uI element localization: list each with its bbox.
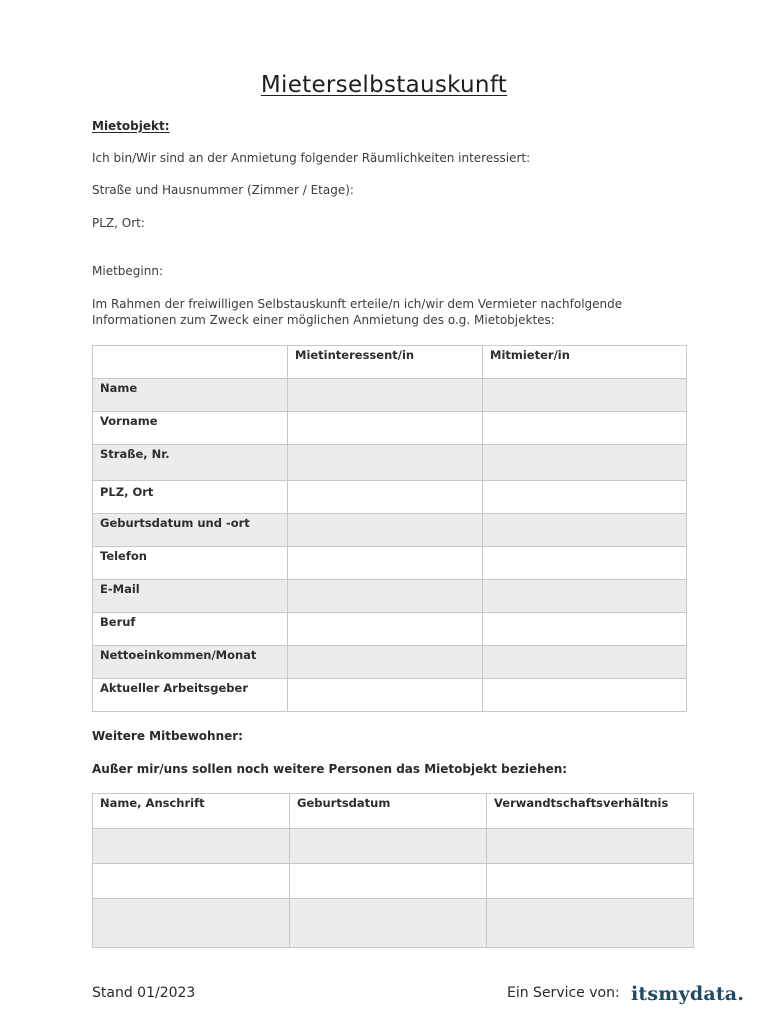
co-tenant-field[interactable] bbox=[483, 580, 687, 613]
row-label: Aktueller Arbeitsgeber bbox=[93, 679, 288, 712]
table-row bbox=[93, 514, 687, 547]
table-row bbox=[93, 646, 687, 679]
table-row bbox=[93, 412, 687, 445]
applicant-field[interactable] bbox=[288, 646, 483, 679]
table-row bbox=[93, 580, 687, 613]
footer-date: Stand 01/2023 bbox=[92, 985, 196, 1001]
header-cell-relationship: Verwandtschaftsverhältnis bbox=[487, 794, 694, 829]
birthdate-field[interactable] bbox=[290, 899, 487, 948]
row-label: Name bbox=[93, 379, 288, 412]
applicant-field[interactable] bbox=[288, 379, 483, 412]
header-cell-empty bbox=[93, 346, 288, 379]
row-label: Telefon bbox=[93, 547, 288, 580]
table-row bbox=[93, 445, 687, 481]
relationship-field[interactable] bbox=[487, 899, 694, 948]
co-tenant-field[interactable] bbox=[483, 547, 687, 580]
intro-text: Ich bin/Wir sind an der Anmietung folgender Räumlichkeiten interessiert: bbox=[92, 151, 531, 165]
applicant-table bbox=[92, 345, 687, 712]
table-row bbox=[93, 481, 687, 514]
applicant-field[interactable] bbox=[288, 514, 483, 547]
name-address-field[interactable] bbox=[93, 899, 290, 948]
header-cell-birthdate: Geburtsdatum bbox=[290, 794, 487, 829]
co-tenant-field[interactable] bbox=[483, 613, 687, 646]
table-row bbox=[93, 864, 694, 899]
cohabitants-heading: Weitere Mitbewohner: bbox=[92, 729, 243, 743]
page-title: Mieterselbstauskunft bbox=[260, 72, 508, 98]
birthdate-field[interactable] bbox=[290, 829, 487, 864]
co-tenant-field[interactable] bbox=[483, 481, 687, 514]
applicant-field[interactable] bbox=[288, 412, 483, 445]
cohabitants-table-header bbox=[93, 794, 694, 829]
cohabitants-table bbox=[92, 793, 694, 948]
co-tenant-field[interactable] bbox=[483, 646, 687, 679]
row-label: Geburtsdatum und -ort bbox=[93, 514, 288, 547]
row-label: Nettoeinkommen/Monat bbox=[93, 646, 288, 679]
header-cell-co-tenant: Mitmieter/in bbox=[483, 346, 687, 379]
zip-label: PLZ, Ort: bbox=[92, 216, 145, 230]
applicant-field[interactable] bbox=[288, 679, 483, 712]
table-row bbox=[93, 547, 687, 580]
relationship-field[interactable] bbox=[487, 864, 694, 899]
itsmydata-logo: itsmydata. bbox=[631, 983, 745, 1005]
table-row bbox=[93, 899, 694, 948]
applicant-field[interactable] bbox=[288, 445, 483, 481]
applicant-table-header bbox=[93, 346, 687, 379]
name-address-field[interactable] bbox=[93, 864, 290, 899]
row-label: Straße, Nr. bbox=[93, 445, 288, 481]
mietobjekt-heading: Mietobjekt: bbox=[92, 119, 170, 133]
birthdate-field[interactable] bbox=[290, 864, 487, 899]
row-label: E-Mail bbox=[93, 580, 288, 613]
applicant-field[interactable] bbox=[288, 613, 483, 646]
applicant-field[interactable] bbox=[288, 580, 483, 613]
header-cell-name-address: Name, Anschrift bbox=[93, 794, 290, 829]
header-cell-applicant: Mietinteressent/in bbox=[288, 346, 483, 379]
rent-start-label: Mietbeginn: bbox=[92, 264, 163, 278]
co-tenant-field[interactable] bbox=[483, 514, 687, 547]
consent-line-1: Im Rahmen der freiwilligen Selbstauskunft erteile/n ich/wir dem Vermieter nachfolgende bbox=[92, 297, 623, 311]
consent-line-2: Informationen zum Zweck einer möglichen Anmietung des o.g. Mietobjektes: bbox=[92, 313, 555, 327]
applicant-field[interactable] bbox=[288, 547, 483, 580]
co-tenant-field[interactable] bbox=[483, 379, 687, 412]
name-address-field[interactable] bbox=[93, 829, 290, 864]
footer-service-label: Ein Service von: bbox=[507, 985, 620, 1001]
table-row bbox=[93, 613, 687, 646]
cohabitants-subheading: Außer mir/uns sollen noch weitere Personen das Mietobjekt beziehen: bbox=[92, 762, 568, 776]
table-row bbox=[93, 829, 694, 864]
applicant-field[interactable] bbox=[288, 481, 483, 514]
table-row bbox=[93, 679, 687, 712]
co-tenant-field[interactable] bbox=[483, 412, 687, 445]
row-label: PLZ, Ort bbox=[93, 481, 288, 514]
row-label: Vorname bbox=[93, 412, 288, 445]
co-tenant-field[interactable] bbox=[483, 679, 687, 712]
row-label: Beruf bbox=[93, 613, 288, 646]
street-label: Straße und Hausnummer (Zimmer / Etage): bbox=[92, 183, 354, 197]
table-row bbox=[93, 379, 687, 412]
relationship-field[interactable] bbox=[487, 829, 694, 864]
co-tenant-field[interactable] bbox=[483, 445, 687, 481]
